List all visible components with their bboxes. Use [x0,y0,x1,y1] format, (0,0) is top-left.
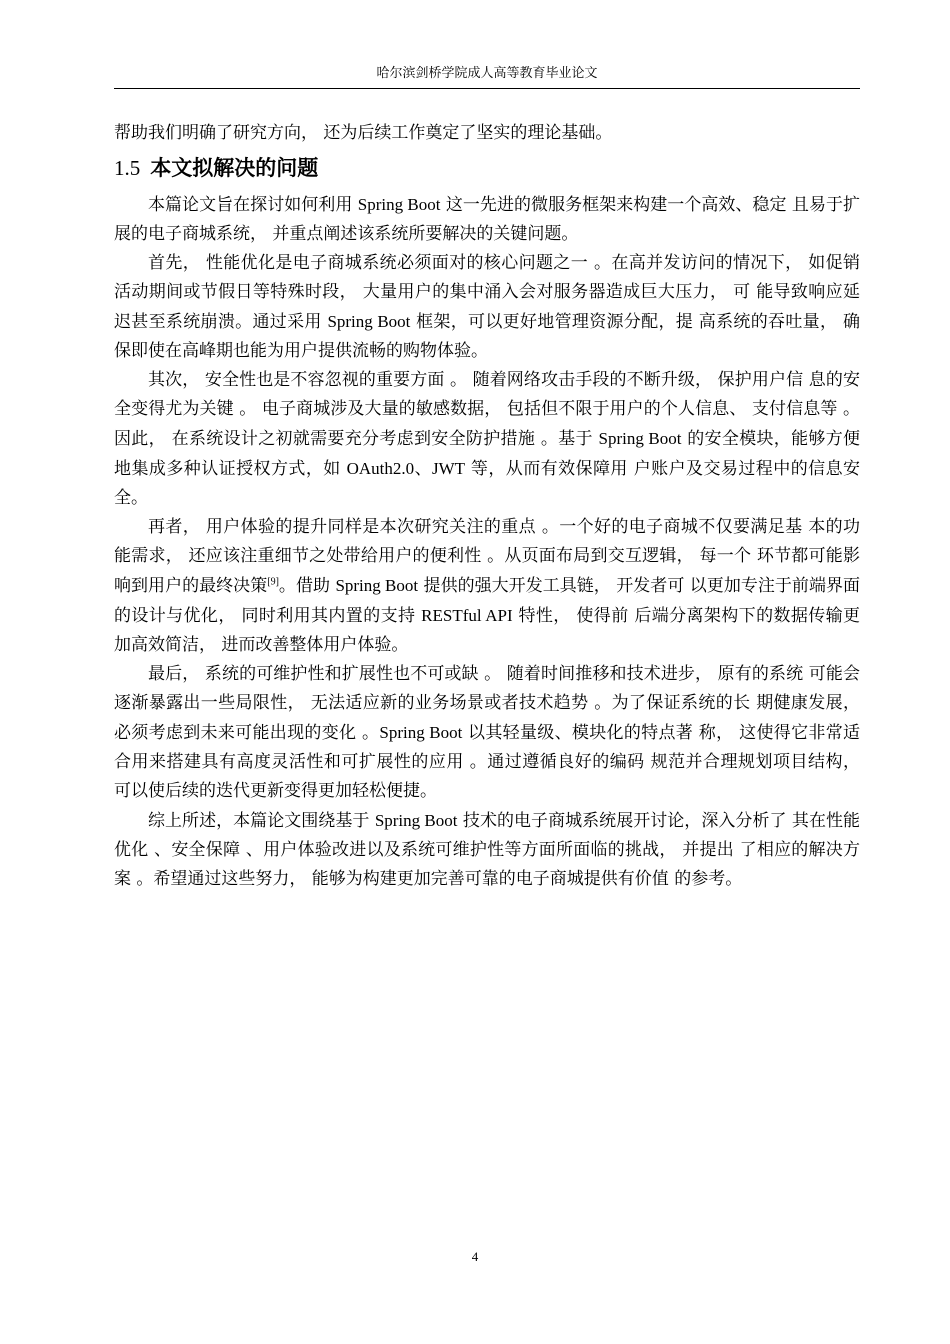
p6-text-b: Spring Boot [374,811,458,830]
paragraph-1 [114,190,860,249]
p4-text-c: Spring Boot [335,576,419,595]
paragraph-2 [114,249,860,366]
section-heading [114,150,860,186]
paragraph-4 [114,513,860,660]
p6-text-a: 综上所述，本篇论文围绕基于 [148,811,375,831]
p3-text-a: 其次， 安全性也是不容忽视的重要方面 。 随着网络攻击手段的不断升级， 保护用户信 息的安全变得尤为关键 。 电子商城涉及大量的敏感数据， 包括但不限于用户的个人信息、 支付信息等 。 因此， 在系统设计之初就需要充分考虑到安全防护措施 。基于 [114,370,860,449]
p3-text-b: Spring Boot [598,429,682,448]
p2-text-a: 首先， 性能优化是电子商城系统必须面对的核心问题之一 。在高并发访问的情况下， 如促销活动期间或节假日等特殊时段， 大量用户的集中涌入会对服务器造成巨大压力， 可 能导致响应延迟甚至系统崩溃。通过采用 [114,253,860,332]
p3-text-c: 的安全模块，能够方便地集成多种认证授权方式，如 [114,429,861,479]
page-number: 4 [471,1249,479,1264]
paragraph-5 [114,660,860,806]
p2-text-c: 框架，可以更好地管理资源分配，提 高系统的吞吐量， 确保即使在高峰期也能为用户提供流畅的购物体验。 [114,312,860,361]
p5-text-a: 最后， 系统的可维护性和扩展性也不可或缺 。 随着时间推移和技术进步， 原有的系统 可能会逐渐暴露出一些局限性， 无法适应新的业务场景或者技术趋势 。为了保证系统的长 期健康发展，必须考虑到未来可能出现的变化 。 [114,664,860,743]
p1-text-c: 这一先进的微服务框架来构建一个高效、稳定 且易于扩展的电子商城系统， 并重点阐述该系统所要解决的关键问题。 [114,195,860,244]
p3-text-f: JWT [432,459,466,478]
p4-text-e: RESTful API [421,606,513,625]
p4-text-f: 特性， 使得前 后端分离架构下的数据传输更加高效简洁， 进而改善整体用户体验。 [114,606,860,655]
p1-text-b: Spring Boot [357,195,441,214]
intro-line: 帮助我们明确了研究方向， 还为后续工作奠定了坚实的理论基础。 [114,123,613,143]
citation-ref: [9] [267,576,279,588]
p3-text-g: 等，从而有效保障用 户账户及交易过程中的信息安全。 [114,459,861,508]
section-title: 本文拟解决的问题 [150,156,319,180]
p4-text-a: 再者， 用户体验的提升同样是本次研究关注的重点 。一个好的电子商城不仅要满足基 本的功能需求， 还应该注重细节之处带给用户的便利性 。从页面布局到交互逻辑， 每一个 环节都可能影响到用户的最终决策 [114,517,860,596]
paragraph-3 [114,366,860,513]
page-body [114,119,860,894]
p1-text-a: 本篇论文旨在探讨如何利用 [148,195,358,215]
section-number: 1.5 [114,156,141,180]
paragraph-6 [114,806,860,894]
p2-text-b: Spring Boot [327,312,411,331]
p3-text-d: OAuth2.0 [346,459,415,478]
p4-text-b: 。借助 [278,576,336,596]
running-header [114,66,860,89]
running-header-title: 哈尔滨剑桥学院成人高等教育毕业论文 [376,66,598,81]
p4-text-d: 提供的强大开发工具链， 开发者可 以更加专注于前端界面的设计与优化， 同时利用其内置的支持 [114,576,861,626]
p5-text-b: Spring Boot [379,723,463,742]
p3-text-e: 、 [414,459,433,479]
p6-text-c: 技术的电子商城系统展开讨论，深入分析了 其在性能优化 、安全保障 、用户体验改进以及系统可维护性等方面所面临的挑战， 并提出 了相应的解决方案 。希望通过这些努力， 能够为构建更加完善可靠的电子商城提供有价值 的参考。 [114,811,860,889]
p5-text-c: 以其轻量级、模块化的特点著 称， 这使得它非常适合用来搭建具有高度灵活性和可扩展性的应用 。通过遵循良好的编码 规范并合理规划项目结构， 可以使后续的迭代更新变得更加轻松便捷。 [114,723,860,801]
